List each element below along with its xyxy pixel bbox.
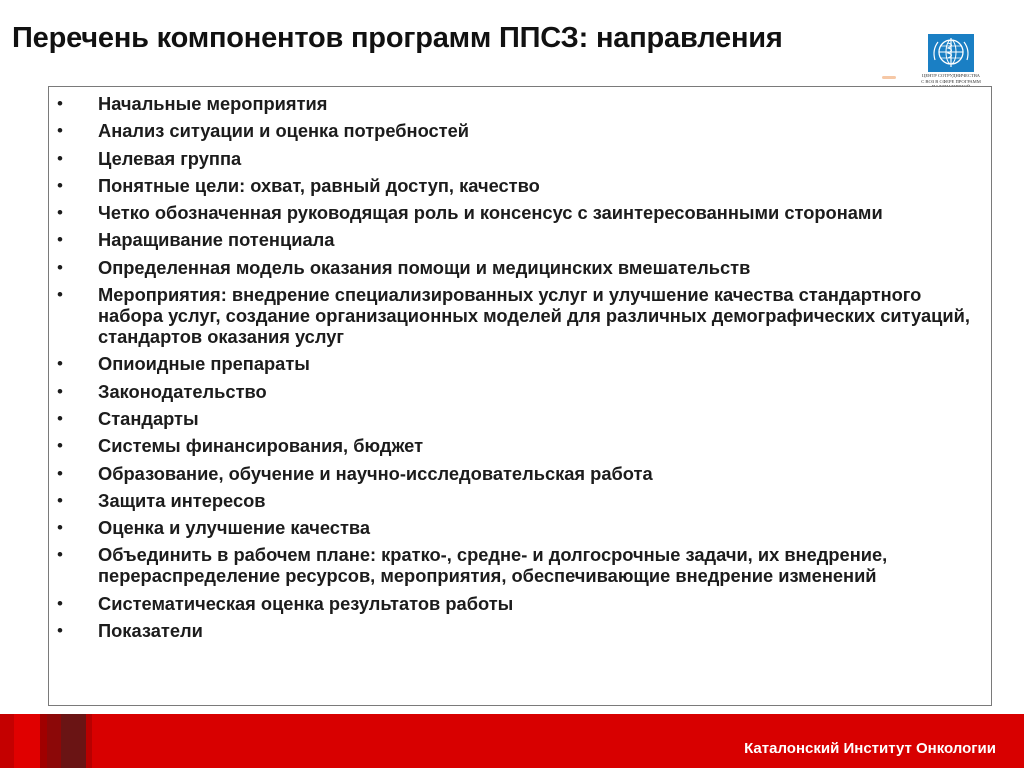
bullet-icon: • bbox=[57, 121, 63, 141]
list-item-text: Стандарты bbox=[98, 407, 199, 429]
bullet-icon: • bbox=[57, 463, 63, 483]
list-item-text: Анализ ситуации и оценка потребностей bbox=[98, 120, 470, 142]
list-item bbox=[49, 229, 971, 250]
list-item-text: Целевая группа bbox=[98, 147, 242, 169]
list-item-text: Понятные цели: охват, равный доступ, качество bbox=[98, 174, 540, 196]
list-item-text: Законодательство bbox=[98, 380, 267, 402]
who-collaborating-centre-logo bbox=[905, 34, 997, 92]
bullet-icon: • bbox=[57, 490, 63, 510]
content-box bbox=[48, 86, 992, 706]
footer-stripe bbox=[47, 714, 61, 768]
list-item-text: Опиоидные препараты bbox=[98, 353, 310, 375]
list-item-text: Защита интересов bbox=[98, 489, 266, 511]
list-item bbox=[49, 408, 971, 429]
list-item-text: Оценка и улучшение качества bbox=[98, 517, 371, 539]
slide-title: Перечень компонентов программ ППСЗ: направления bbox=[12, 22, 783, 54]
list-item-text: Показатели bbox=[98, 620, 203, 642]
logo-accent-mark bbox=[882, 76, 896, 79]
list-item bbox=[49, 593, 971, 614]
list-item bbox=[49, 353, 971, 374]
list-item bbox=[49, 148, 971, 169]
list-item bbox=[49, 517, 971, 538]
list-item bbox=[49, 257, 971, 278]
bullet-icon: • bbox=[57, 203, 63, 223]
list-item bbox=[49, 381, 971, 402]
bullet-icon: • bbox=[57, 175, 63, 195]
list-item-text: Мероприятия: внедрение специализированных услуг и улучшение качества стандартного набора услуг, создание организационных моделей для различных демографических ситуаций, стандартов оказания услуг bbox=[98, 284, 970, 348]
bullet-icon: • bbox=[57, 545, 63, 565]
bullet-icon: • bbox=[57, 381, 63, 401]
bullet-icon: • bbox=[57, 621, 63, 641]
footer-stripe bbox=[0, 714, 14, 768]
bullet-icon: • bbox=[57, 593, 63, 613]
bullet-icon: • bbox=[57, 436, 63, 456]
list-item-text: Определенная модель оказания помощи и медицинских вмешательств bbox=[98, 256, 751, 278]
component-list bbox=[49, 87, 991, 641]
list-item bbox=[49, 284, 971, 347]
bullet-icon: • bbox=[57, 354, 63, 374]
footer-stripe bbox=[86, 714, 92, 768]
list-item-text: Образование, обучение и научно-исследовательская работа bbox=[98, 462, 653, 484]
who-emblem-icon bbox=[928, 34, 974, 72]
bullet-icon: • bbox=[57, 257, 63, 277]
list-item bbox=[49, 202, 971, 223]
list-item bbox=[49, 120, 971, 141]
list-item-text: Четко обозначенная руководящая роль и консенсус с заинтересованными сторонами bbox=[98, 202, 883, 224]
footer-stripe bbox=[61, 714, 86, 768]
footer-bar bbox=[0, 714, 1024, 768]
bullet-icon: • bbox=[57, 518, 63, 538]
bullet-icon: • bbox=[57, 408, 63, 428]
list-item bbox=[49, 93, 971, 114]
logo-caption-line: ЦЕНТР СОТРУДНИЧЕСТВА bbox=[922, 73, 980, 78]
list-item-text: Наращивание потенциала bbox=[98, 229, 335, 251]
footer-stripe bbox=[40, 714, 47, 768]
footer-organization: Каталонский Институт Онкологии bbox=[744, 740, 996, 757]
footer-stripe bbox=[14, 714, 40, 768]
bullet-icon: • bbox=[57, 94, 63, 113]
list-item bbox=[49, 435, 971, 456]
list-item bbox=[49, 490, 971, 511]
bullet-icon: • bbox=[57, 285, 63, 305]
list-item-text: Начальные мероприятия bbox=[98, 93, 328, 114]
list-item-text: Систематическая оценка результатов работы bbox=[98, 592, 514, 614]
list-item bbox=[49, 463, 971, 484]
list-item bbox=[49, 175, 971, 196]
bullet-icon: • bbox=[57, 230, 63, 250]
list-item-text: Объединить в рабочем плане: кратко-, средне- и долгосрочные задачи, их внедрение, перераспределение ресурсов, мероприятия, обеспечивающие внедрение изменений bbox=[98, 544, 888, 587]
list-item bbox=[49, 620, 971, 641]
logo-caption-line: С ВОЗ В СФЕРЕ ПРОГРАММ bbox=[921, 78, 981, 84]
list-item-text: Системы финансирования, бюджет bbox=[98, 435, 424, 457]
bullet-icon: • bbox=[57, 148, 63, 168]
list-item bbox=[49, 544, 971, 586]
